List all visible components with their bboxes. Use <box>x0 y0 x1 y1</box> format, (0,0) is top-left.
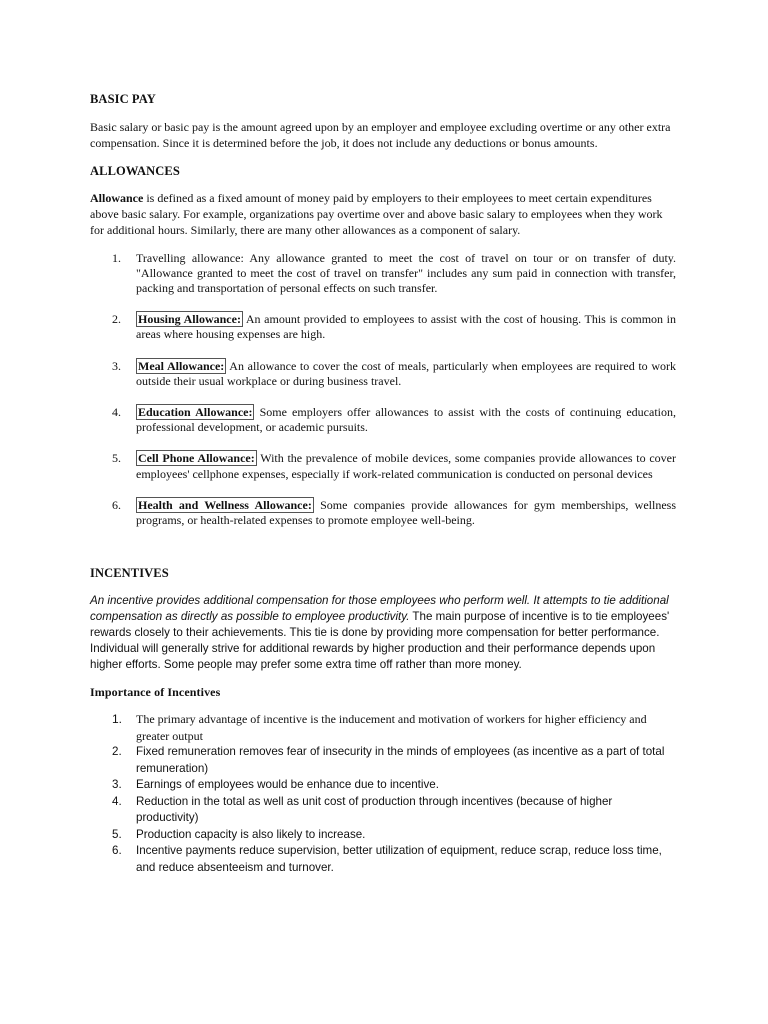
list-number: 1. <box>112 712 123 727</box>
list-item-term: Cell Phone Allowance: <box>138 451 255 466</box>
list-number: 2. <box>112 745 122 759</box>
list-item-term: Housing Allowance: <box>138 312 241 327</box>
importance-list <box>90 711 676 876</box>
list-item <box>90 251 676 297</box>
list-item-text: Travelling allowance: Any allowance granted to meet the cost of travel on tour or on transfer of duty. "Allowance granted to meet the cost of travel on transfer" includes any sum paid in connection with transfer, packing and transportation of personal effects on such transfer. <box>136 250 676 296</box>
list-item <box>90 498 676 528</box>
allowances-text: is defined as a fixed amount of money paid by employers to their employees to meet certain expenditures above basic salary. For example, organizations pay overtime over and above basic salary to employees when they work for additional hours. Similarly, there are many other allowances as a component of salary. <box>90 191 663 238</box>
list-item-term: Meal Allowance: <box>138 358 225 373</box>
list-item <box>90 777 676 794</box>
list-item <box>90 794 676 827</box>
incentives-text: The main purpose of incentive is to tie employees' rewards closely to their achievements. This tie is done by providing more compensation for better performance. Individual will generally strive for additional rewards by higher production and their performance depends upon higher efforts. Some people may prefer some extra time off rather than more money. <box>90 610 670 672</box>
allowances-list <box>90 251 676 529</box>
list-number: 3. <box>112 778 122 792</box>
list-item <box>90 827 676 844</box>
list-number: 4. <box>112 405 121 420</box>
list-item-term: Education Allowance: <box>138 405 253 420</box>
list-number: 5. <box>112 827 122 841</box>
basic-pay-heading: BASIC PAY <box>90 92 156 106</box>
list-number: 2. <box>112 312 121 327</box>
list-number: 5. <box>112 451 121 466</box>
list-item-text: Some companies provide allowances for gym memberships, wellness programs, or health-related expenses to promote employee well-being. <box>136 497 676 528</box>
list-item-term: Health and Wellness Allowance: <box>138 497 312 512</box>
list-item-text: Incentive payments reduce supervision, better utilization of equipment, reduce scrap, reduce loss time, and reduce absenteeism and turnover. <box>136 844 662 874</box>
list-item <box>90 711 676 744</box>
list-item <box>90 312 676 342</box>
list-item-text: Some employers offer allowances to assist with the costs of continuing education, professional development, or academic pursuits. <box>136 405 676 435</box>
list-item <box>90 405 676 435</box>
allowances-heading: ALLOWANCES <box>90 164 180 178</box>
list-item-text: With the prevalence of mobile devices, some companies provide allowances to cover employees' cellphone expenses, especially if work-related communication is conducted on personal devices <box>136 451 676 481</box>
list-item-text: An amount provided to employees to assist with the cost of housing. This is common in areas where housing expenses are high. <box>136 312 676 342</box>
incentives-heading: INCENTIVES <box>90 566 169 581</box>
list-item-text: Fixed remuneration removes fear of insecurity in the minds of employees (as incentive as a part of total remuneration) <box>136 745 665 775</box>
allowances-paragraph <box>90 190 676 239</box>
allowance-term: Allowance <box>90 191 144 205</box>
list-item <box>90 451 676 481</box>
list-number: 6. <box>112 497 121 512</box>
list-number: 3. <box>112 358 121 373</box>
list-number: 4. <box>112 794 122 808</box>
list-item-text: The primary advantage of incentive is the inducement and motivation of workers for higher efficiency and greater output <box>136 712 647 743</box>
list-number: 6. <box>112 844 122 858</box>
incentives-italic-text: An incentive provides additional compensation for those employees who perform well. It attempts to tie additional compensation as directly as possible to employee productivity. <box>90 594 669 624</box>
list-item-text: An allowance to cover the cost of meals, particularly when employees are required to work outside their usual workplace or during business travel. <box>136 358 676 388</box>
list-item-text: Production capacity is also likely to increase. <box>136 827 366 841</box>
list-item-text: Earnings of employees would be enhance due to incentive. <box>136 778 439 792</box>
list-item <box>90 744 676 777</box>
list-item-text: Reduction in the total as well as unit cost of production through incentives (because of higher productivity) <box>136 794 613 825</box>
list-item <box>90 359 676 389</box>
list-number: 1. <box>112 250 121 265</box>
basic-pay-paragraph: Basic salary or basic pay is the amount agreed upon by an employer and employee excluding overtime or any other extra compensation. Since it is determined before the job, it does not include any deductions or bonus amounts. <box>90 120 671 150</box>
incentives-paragraph <box>90 593 676 673</box>
list-item <box>90 843 676 876</box>
importance-heading: Importance of Incentives <box>90 685 221 700</box>
